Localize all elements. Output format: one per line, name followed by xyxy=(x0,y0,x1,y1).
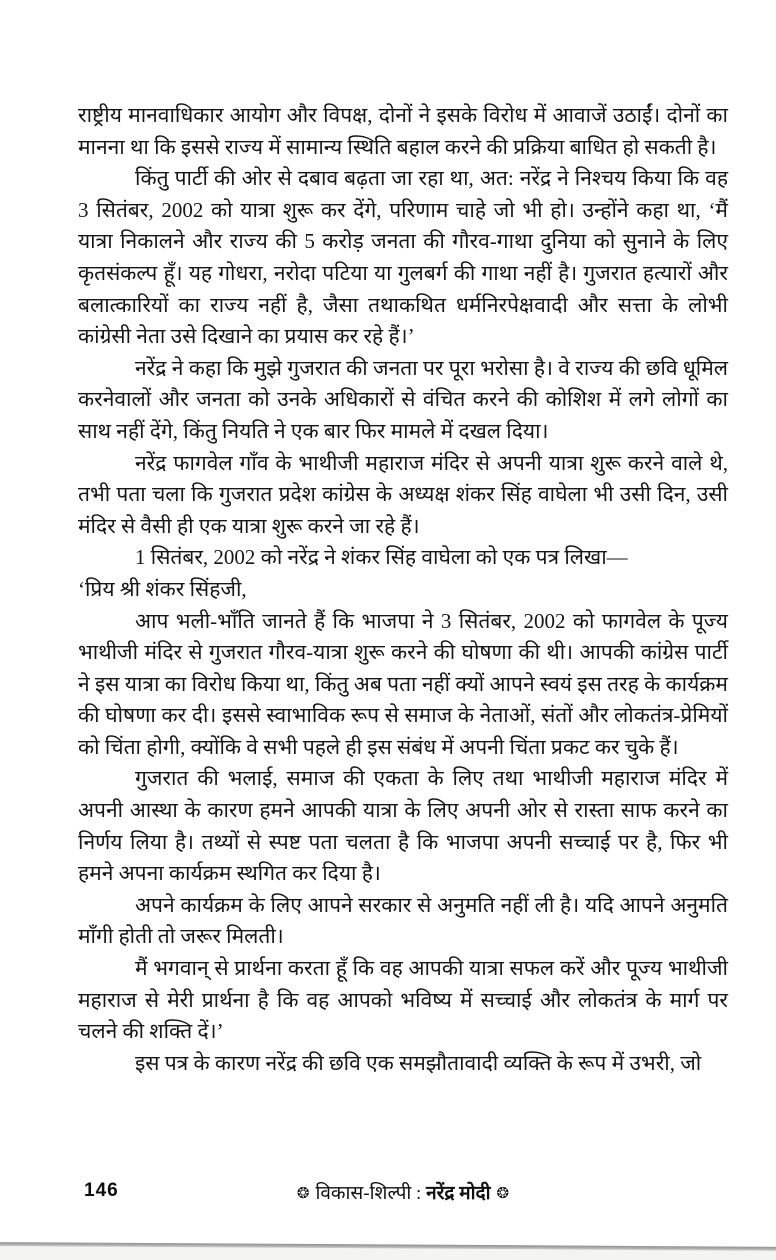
paragraph: मैं भगवान् से प्रार्थना करता हूँ कि वह आपकी यात्रा सफल करें और पूज्य भाथीजी महाराज से मेरी प्रार्थना है कि वह आपको भविष्य में सच्चाई और लोकतंत्र के मार्ग पर चलने की शक्ति दें।’ xyxy=(78,956,728,1044)
flower-ornament-icon: ❂ xyxy=(296,1186,310,1202)
paragraph: किंतु पार्टी की ओर से दबाव बढ़ता जा रहा था, अत: नरेंद्र ने निश्चय किया कि वह 3 सितंबर, 2002 को यात्रा शुरू कर देंगे, परिणाम चाहे जो भी हो। उन्होंने कहा था, ‘मैं यात्रा निकालने और राज्य की 5 करोड़ जनता की गौरव-गाथा दुनिया को सुनाने के लिए कृतसंकल्प हूँ। यह गोधरा, नरोदा पटिया या गुलबर्ग की गाथा नहीं है। गुजरात हत्यारों और बलात्कारियों का राज्य नहीं है, जैसा तथाकथित धर्मनिरपेक्षवादी और सत्ता के लोभी कांग्रेसी नेता उसे दिखाने का प्रयास कर रहे हैं।’ xyxy=(78,166,728,349)
running-title-book-name: नरेंद्र मोदी xyxy=(426,1183,491,1204)
page-footer xyxy=(78,1179,728,1205)
body-text xyxy=(78,100,728,1079)
flower-ornament-icon: ❂ xyxy=(496,1186,510,1202)
running-title-text: विकास-शिल्पी : xyxy=(315,1183,422,1204)
paragraph: नरेंद्र ने कहा कि मुझे गुजरात की जनता पर पूरा भरोसा है। वे राज्य की छवि धूमिल करनेवालों और जनता को उनके अधिकारों से वंचित करने की कोशिश में लगे लोगों का साथ नहीं देंगे, किंतु नियति ने एक बार फिर मामले में दखल दिया। xyxy=(78,355,728,443)
running-title xyxy=(78,1179,728,1205)
page-bottom-edge xyxy=(0,1234,776,1260)
paragraph: आप भली-भाँति जानते हैं कि भाजपा ने 3 सितंबर, 2002 को फागवेल के पूज्य भाथीजी मंदिर से गुजरात गौरव-यात्रा शुरू करने की घोषणा की थी। आपकी कांग्रेस पार्टी ने इस यात्रा का विरोध किया था, किंतु अब पता नहीं क्यों आपने स्वयं इस तरह के कार्यक्रम की घोषणा कर दी। इससे स्वाभाविक रूप से समाज के नेताओं, संतों और लोकतंत्र-प्रेमियों को चिंता होगी, क्योंकि वे सभी पहले ही इस संबंध में अपनी चिंता प्रकट कर चुके हैं। xyxy=(78,608,728,759)
paragraph: इस पत्र के कारण नरेंद्र की छवि एक समझौतावादी व्यक्ति के रूप में उभरी, जो xyxy=(135,1050,702,1075)
paragraph: नरेंद्र फागवेल गाँव के भाथीजी महाराज मंदिर से अपनी यात्रा शुरू करने वाले थे, तभी पता चला कि गुजरात प्रदेश कांग्रेस के अध्यक्ष शंकर सिंह वाघेला भी उसी दिन, उसी मंदिर से वैसी ही एक यात्रा शुरू करने जा रहे हैं। xyxy=(78,450,728,538)
paragraph: राष्ट्रीय मानवाधिकार आयोग और विपक्ष, दोनों ने इसके विरोध में आवाजें उठाईं। दोनों का मानना था कि इससे राज्य में सामान्य स्थिति बहाल करने की प्रक्रिया बाधित हो सकती है। xyxy=(78,103,728,159)
page-number: 146 xyxy=(84,1180,119,1201)
paragraph: 1 सितंबर, 2002 को नरेंद्र ने शंकर सिंह वाघेला को एक पत्र लिखा— xyxy=(135,545,628,570)
paragraph: अपने कार्यक्रम के लिए आपने सरकार से अनुमति नहीं ली है। यदि आपने अनुमति माँगी होती तो जरूर मिलती। xyxy=(78,892,728,949)
letter-salutation: ‘प्रिय श्री शंकर सिंहजी, xyxy=(78,576,247,601)
paragraph: गुजरात की भलाई, समाज की एकता के लिए तथा भाथीजी महाराज मंदिर में अपनी आस्था के कारण हमने आपकी यात्रा के लिए अपनी ओर से रास्ता साफ करने का निर्णय लिया है। तथ्यों से स्पष्ट पता चलता है कि भाजपा अपनी सच्चाई पर है, फिर भी हमने अपना कार्यक्रम स्थगित कर दिया है। xyxy=(78,766,728,886)
